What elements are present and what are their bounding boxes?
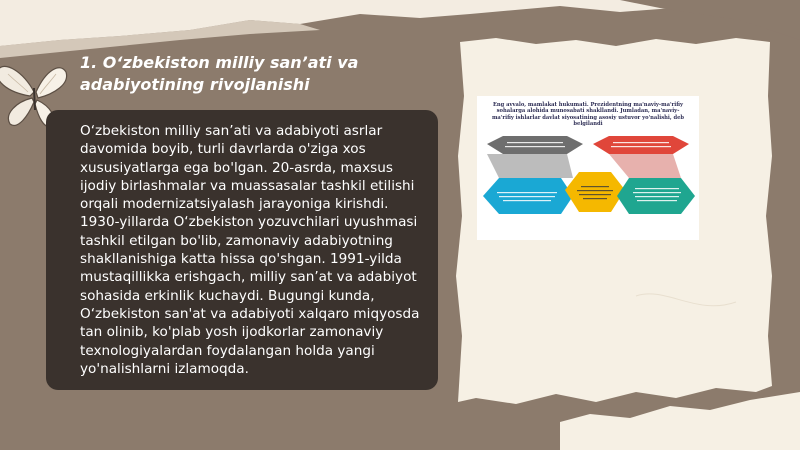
hexagon-yellow [565, 172, 625, 212]
hexagon-diagram [477, 96, 699, 240]
hexagon-grey [487, 136, 583, 154]
infographic-header: Eng avvalo, mamlakat hukumati. Prezidentning ma'naviy-ma'rifiy sohalarga alohida munosabati shakllandi. Jumladan, ma'naviy-ma'rifiy ishlarlar davlat siyosatining asosiy ustuvor yo'nalishi, deb belgilandi [491, 102, 685, 128]
body-text: O‘zbekiston milliy san’ati va adabiyoti asrlar davomida boyib, turli davrlarda o'ziga xos xususiyatlarga ega bo'lgan. 20-asrda, maxsus ijodiy birlashmalar va muassasalar tashkil etilishi orqali modernizatsiyalash jarayoniga kirishdi. 1930-yillarda O‘zbekiston yozuvchilari uyushmasi tashkil etilgan bo'lib, zamonaviy adabiyotning shakllanishiga katta hissa qo'shgan. 1991-yilda mustaqillikka erishgach, milliy san’at va adabiyot sohasida erkinlik kuchaydi. Bugungi kunda, O‘zbekiston san'at va adabiyoti xalqaro miqyosda tan olinib, ko'plab yosh ijodkorlar zamonaviy texnologiyalardan foydalangan holda yangi yo'nalishlarni izlamoqda. [80, 123, 420, 377]
slide-title: 1. O‘zbekiston milliy san’ati va adabiyotining rivojlanishi [80, 53, 359, 94]
torn-paper-corner [560, 392, 800, 450]
infographic-image [477, 96, 699, 240]
hexagon-red [593, 136, 689, 154]
